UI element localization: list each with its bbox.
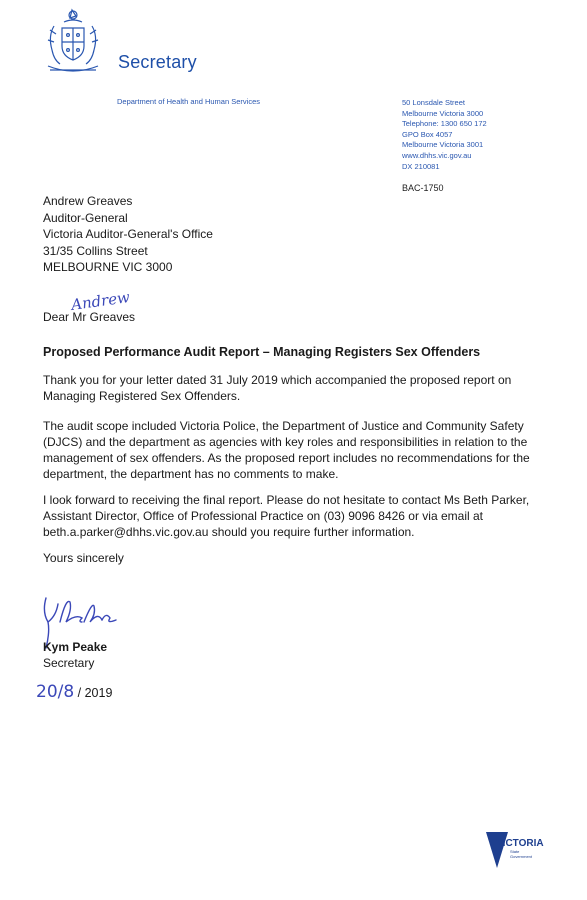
closing: Yours sincerely (43, 551, 124, 565)
address-line: www.dhhs.vic.gov.au (402, 150, 472, 160)
body-paragraph: Thank you for your letter dated 31 July 2019 which accompanied the proposed report on Managing Registered Sex Offenders. (43, 373, 512, 403)
date-year: / 2019 (74, 686, 113, 700)
victoria-state-government-logo-icon (484, 830, 548, 872)
recipient-line: Andrew Greaves (43, 194, 133, 208)
body-paragraph: I look forward to receiving the final report. Please do not hesitate to contact Ms Beth Parker, Assistant Director, Office of Professional Practice on (03) 9096 8426 or via email at beth.a.parker@dhhs.vic.gov.au should you require further information. (43, 493, 530, 539)
handwritten-first-name: Andrew (70, 287, 131, 315)
address-line: Melbourne Victoria 3000 (402, 108, 484, 118)
signature-date (36, 682, 112, 702)
handwritten-date: 20/8 (36, 682, 75, 702)
address-line: Telephone: 1300 650 172 (402, 119, 487, 129)
sender-address (402, 98, 487, 172)
recipient-line: 31/35 Collins Street (43, 243, 148, 258)
logo-sub-government: Government (510, 854, 533, 859)
body-paragraph: The audit scope included Victoria Police, the Department of Justice and Community Safety (DJCS) and the department as agencies with key roles and responsibilities in relation to the management of sex offenders. As the proposed report includes no recommendations for the department, the department has no comments to make. (43, 419, 530, 481)
letterhead-title: Secretary (118, 52, 197, 72)
reference-number: BAC-1750 (402, 183, 444, 193)
department-name: Department of Health and Human Services (117, 97, 260, 106)
letter-subject: Proposed Performance Audit Report – Managing Registers Sex Offenders (43, 345, 481, 359)
recipient-line: MELBOURNE VIC 3000 (43, 260, 173, 274)
recipient-line: Auditor-General (43, 210, 128, 225)
victoria-coat-of-arms-icon (42, 6, 104, 78)
address-line: DX 210081 (402, 161, 440, 171)
address-line: 50 Lonsdale Street (402, 98, 465, 107)
recipient-address (43, 193, 213, 276)
recipient-line: Victoria Auditor-General's Office (43, 227, 213, 241)
signatory-name: Kym Peake (43, 640, 108, 654)
address-line: Melbourne Victoria 3001 (402, 140, 484, 150)
logo-sub-state: State (510, 849, 520, 854)
address-line: GPO Box 4057 (402, 129, 453, 139)
signatory-title: Secretary (43, 656, 95, 670)
salutation: Dear Mr Greaves (43, 310, 136, 324)
logo-word: VICTORIA (496, 838, 544, 849)
